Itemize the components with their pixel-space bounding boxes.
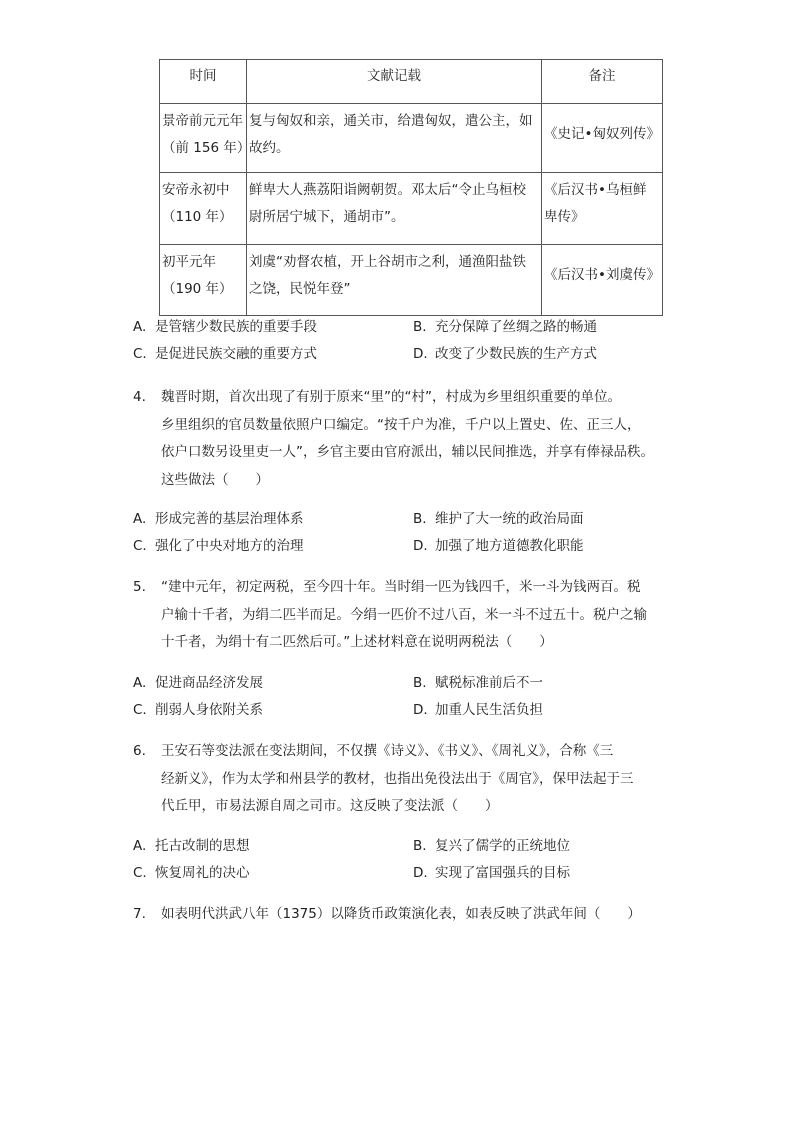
option-key: B. <box>413 511 427 527</box>
option-text: 形成完善的基层治理体系 <box>155 511 304 527</box>
cell-line: 复与匈奴和亲，通关市，给遣匈奴，遣公主，如 <box>249 113 533 129</box>
q3-options <box>133 314 693 368</box>
header-time: 时间 <box>160 60 247 104</box>
option-text: 加重人民生活负担 <box>435 702 543 718</box>
option-row <box>133 314 693 341</box>
question-stem <box>161 901 673 929</box>
option-c[interactable] <box>133 697 263 724</box>
option-b[interactable] <box>413 314 597 341</box>
cell-line: （190 年） <box>162 281 233 297</box>
option-b[interactable] <box>413 506 584 533</box>
option-c[interactable] <box>133 341 317 368</box>
cell-line: 《后汉书•乌桓鲜 <box>544 182 647 198</box>
stem-line: 户输十千者，为绢二匹半而足。今绢一匹价不过八百，米一斗不过五十。税户之输 <box>161 606 647 623</box>
option-a[interactable] <box>133 833 250 860</box>
option-text: 托古改制的思想 <box>155 838 250 854</box>
option-text: 削弱人身依附关系 <box>155 702 263 718</box>
cell-line: 卑传》 <box>544 209 585 225</box>
question-stem <box>161 738 673 821</box>
cell-note <box>542 173 663 245</box>
option-key: C. <box>133 346 147 362</box>
stem-line: 王安石等变法派在变法期间，不仅撰《诗义》、《书义》、《周礼义》，合称《三 <box>161 743 614 759</box>
stem-line: 这些做法（ ） <box>161 471 269 488</box>
question-6 <box>133 738 673 821</box>
question-number: 4. <box>133 389 146 405</box>
option-d[interactable] <box>413 860 570 887</box>
option-key: C. <box>133 865 147 881</box>
stem-line: 乡里组织的官员数量依照户口编定。“按千户为准，千户以上置史、佐、正三人， <box>161 416 641 433</box>
option-d[interactable] <box>413 697 543 724</box>
header-record: 文献记载 <box>247 60 542 104</box>
option-d[interactable] <box>413 533 584 560</box>
option-text: 加强了地方道德教化职能 <box>435 538 584 554</box>
question-stem <box>161 574 673 657</box>
cell-time <box>160 245 247 316</box>
q4-options <box>133 506 693 560</box>
option-key: D. <box>413 538 428 554</box>
option-key: D. <box>413 702 428 718</box>
table-row <box>160 104 663 173</box>
cell-record <box>247 104 542 173</box>
cell-record <box>247 173 542 245</box>
option-key: A. <box>133 319 147 335</box>
question-number: 7. <box>133 906 146 922</box>
option-key: A. <box>133 675 147 691</box>
question-7 <box>133 901 673 929</box>
stem-line: 依户口数另设里吏一人”，乡官主要由官府派出，辅以民间推选，并享有俸禄品秩。 <box>161 444 654 460</box>
cell-record <box>247 245 542 316</box>
option-row <box>133 697 693 724</box>
option-a[interactable] <box>133 506 304 533</box>
table-row <box>160 173 663 245</box>
cell-line: 尉所居宁城下，通胡市”。 <box>249 209 405 225</box>
cell-note <box>542 104 663 173</box>
option-row <box>133 341 693 368</box>
stem-line: 如表明代洪武八年（1375）以降货币政策演化表，如表反映了洪武年间（ ） <box>161 906 641 922</box>
question-stem <box>161 384 673 494</box>
cell-note <box>542 245 663 316</box>
option-text: 强化了中央对地方的治理 <box>155 538 304 554</box>
option-a[interactable] <box>133 314 317 341</box>
stem-line: 代丘甲，市易法源自周之司市。这反映了变法派（ ） <box>161 798 499 814</box>
option-key: D. <box>413 346 428 362</box>
option-c[interactable] <box>133 533 304 560</box>
cell-line: （前 156 年） <box>162 140 251 156</box>
cell-time <box>160 173 247 245</box>
q5-options <box>133 670 693 724</box>
option-row <box>133 670 693 697</box>
option-key: B. <box>413 319 427 335</box>
stem-line: 十千者，为绢十有二匹然后可。”上述材料意在说明两税法（ ） <box>161 634 553 650</box>
cell-line: 《后汉书•刘虞传》 <box>544 267 660 283</box>
header-note: 备注 <box>542 60 663 104</box>
cell-line: 《史记•匈奴列传》 <box>544 126 660 142</box>
table-header-row <box>160 60 663 104</box>
option-row <box>133 533 693 560</box>
option-a[interactable] <box>133 670 263 697</box>
option-b[interactable] <box>413 833 570 860</box>
option-text: 恢复周礼的决心 <box>155 865 250 881</box>
option-key: B. <box>413 838 427 854</box>
stem-line: “建中元年，初定两税，至今四十年。当时绢一匹为钱四千，米一斗为钱两百。税 <box>161 579 641 595</box>
option-text: 充分保障了丝绸之路的畅通 <box>435 319 597 335</box>
question-number: 6. <box>133 743 146 759</box>
cell-line: 安帝永初中 <box>162 182 230 198</box>
cell-time <box>160 104 251 173</box>
source-table <box>159 59 663 316</box>
option-text: 促进商品经济发展 <box>155 675 263 691</box>
cell-line: 景帝前元元年 <box>162 113 243 129</box>
option-b[interactable] <box>413 670 543 697</box>
question-4 <box>133 384 673 494</box>
option-row <box>133 506 693 533</box>
cell-line: 初平元年 <box>162 254 216 270</box>
table-row <box>160 245 663 316</box>
option-text: 实现了富国强兵的目标 <box>435 865 570 881</box>
stem-line: 经新义》，作为太学和州县学的教材，也指出免役法出于《周官》，保甲法起于三 <box>161 770 634 787</box>
option-row <box>133 860 693 887</box>
stem-line: 魏晋时期，首次出现了有别于原来“里”的“村”，村成为乡里组织重要的单位。 <box>161 389 621 405</box>
option-key: A. <box>133 511 147 527</box>
option-d[interactable] <box>413 341 597 368</box>
question-number: 5. <box>133 579 146 595</box>
cell-line: 刘虞“劝督农植，开上谷胡市之利，通渔阳盐铁 <box>249 254 526 270</box>
option-key: D. <box>413 865 428 881</box>
cell-line: 之饶，民悦年登” <box>249 281 351 297</box>
cell-line: 鲜卑大人燕荔阳诣阙朝贺。邓太后“令止乌桓校 <box>249 182 526 198</box>
option-key: A. <box>133 838 147 854</box>
option-key: B. <box>413 675 427 691</box>
option-row <box>133 833 693 860</box>
q6-options <box>133 833 693 887</box>
option-key: C. <box>133 538 147 554</box>
option-text: 改变了少数民族的生产方式 <box>435 346 597 362</box>
question-5 <box>133 574 673 657</box>
option-text: 赋税标准前后不一 <box>435 675 543 691</box>
cell-line: （110 年） <box>162 209 233 225</box>
option-c[interactable] <box>133 860 250 887</box>
option-text: 复兴了儒学的正统地位 <box>435 838 570 854</box>
option-text: 是促进民族交融的重要方式 <box>155 346 317 362</box>
option-text: 维护了大一统的政治局面 <box>435 511 584 527</box>
option-key: C. <box>133 702 147 718</box>
option-text: 是管辖少数民族的重要手段 <box>155 319 317 335</box>
cell-line: 故约。 <box>249 140 290 156</box>
